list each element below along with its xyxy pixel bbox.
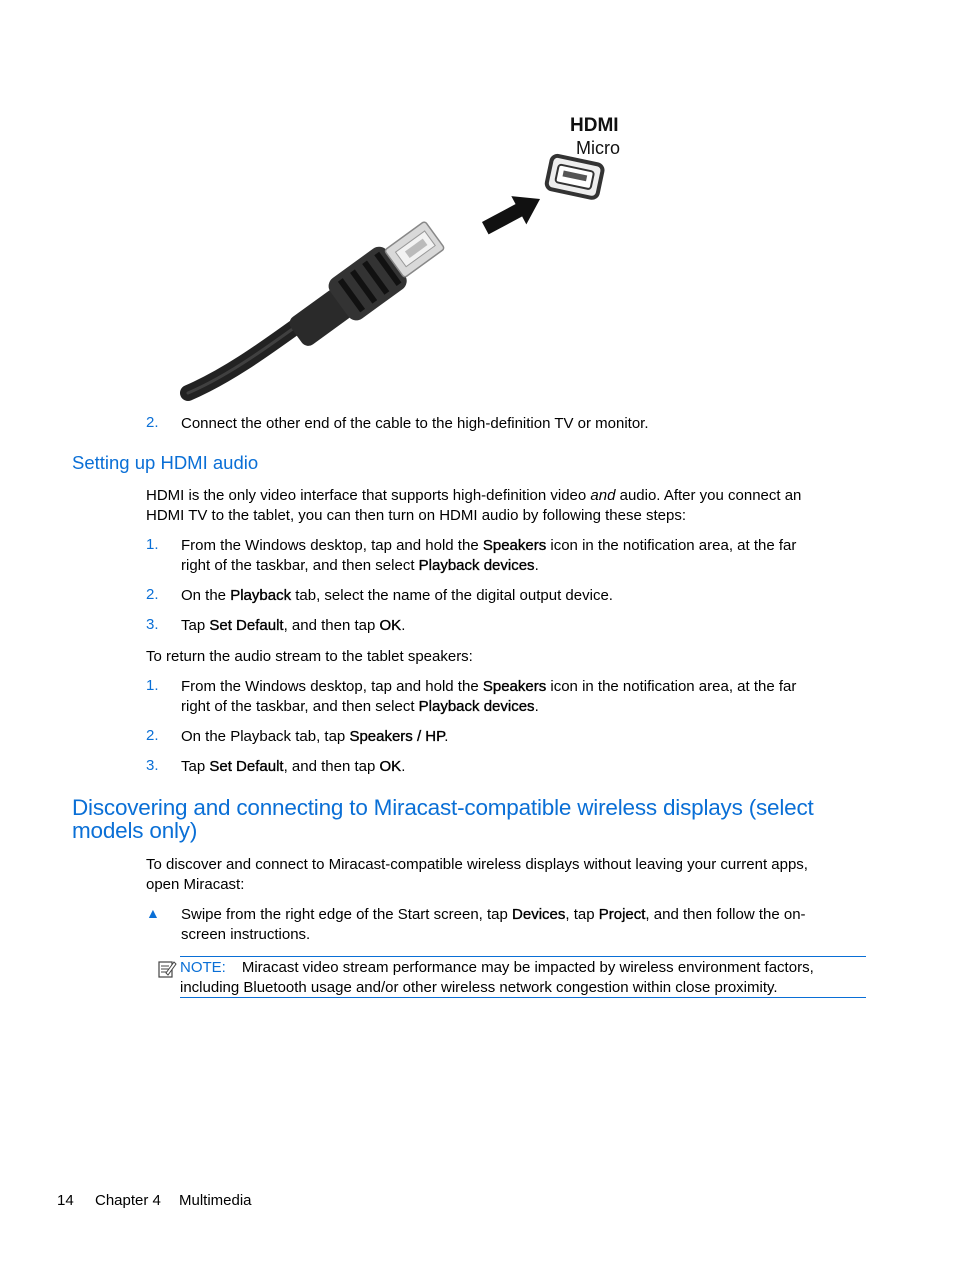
list-item-text: Tap Set Default, and then tap OK. [181,617,406,634]
hdmi-cable-illustration [170,105,640,405]
chapter-title: Multimedia [179,1192,252,1209]
list-number: 2. [146,727,159,744]
list-item-text: From the Windows desktop, tap and hold the Speakers icon in the notification area, at the far right of the taskbar, and then select Playback devices. [181,537,797,574]
list-number: 2. [146,586,159,603]
note-icon [157,959,177,984]
list-number: 1. [146,536,159,553]
list-number: 2. [146,414,159,431]
list-item-text: Tap Set Default, and then tap OK. [181,758,406,775]
hdmi-label: HDMI [570,115,619,136]
paragraph: To return the audio stream to the tablet speakers: [146,648,473,665]
note-text: including Bluetooth usage and/or other wireless network congestion within close proximity. [180,978,778,996]
section-heading: Setting up HDMI audio [72,452,259,473]
paragraph: To discover and connect to Miracast-compatible wireless displays without leaving your current apps, open Miracast: [146,856,808,893]
list-item-text: Swipe from the right edge of the Start screen, tap Devices, tap Project, and then follow the on- screen instructions. [181,906,806,943]
note-box [180,956,866,998]
triangle-bullet-icon: ▲ [146,905,160,921]
page-number: 14 [57,1192,74,1209]
list-number: 3. [146,616,159,633]
chapter-label: Chapter 4 [95,1192,161,1209]
list-item-text: From the Windows desktop, tap and hold the Speakers icon in the notification area, at the far right of the taskbar, and then select Playback devices. [181,678,797,715]
hdmi-illustration [170,105,640,405]
list-item-text: On the Playback tab, tap Speakers / HP. [181,728,449,745]
list-item-text: On the Playback tab, select the name of the digital output device. [181,587,613,604]
list-number: 1. [146,677,159,694]
note-text: Miracast video stream performance may be impacted by wireless environment factors, [241,959,814,976]
list-item-text: Connect the other end of the cable to the high-definition TV or monitor. [181,415,649,432]
list-number: 3. [146,757,159,774]
note-label: NOTE: [180,959,226,976]
section-heading: Discovering and connecting to Miracast-compatible wireless displays (select models only) [72,795,814,843]
paragraph: HDMI is the only video interface that supports high-definition video and audio. After you connect an HDMI TV to the tablet, you can then turn on HDMI audio by following these steps: [146,487,802,524]
micro-label: Micro [576,138,620,158]
